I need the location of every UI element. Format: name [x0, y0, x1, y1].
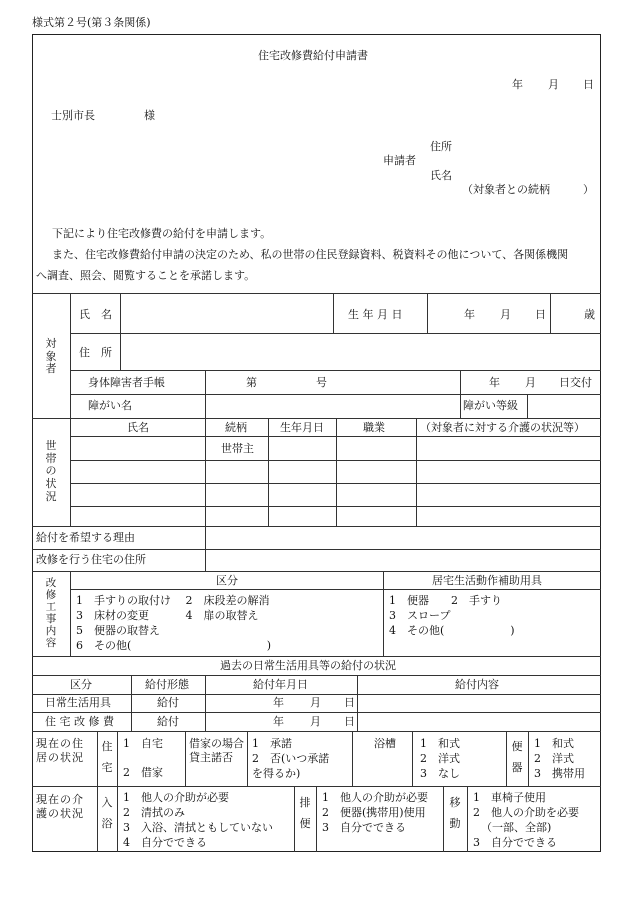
care-excretion-option: 1 他人の介助が必要 — [322, 791, 428, 804]
disability-name-label: 障がい名 — [88, 399, 132, 412]
care-excretion-option: 2 便器(携帯用)使用 — [322, 806, 426, 819]
renovation-aid: 4 その他( ) — [389, 624, 515, 637]
rule — [70, 370, 601, 371]
subject-address-label: 住 所 — [79, 346, 112, 359]
past-row-month: 月 — [310, 696, 321, 709]
past-row-category: 住 宅 改 修 費 — [45, 715, 114, 728]
residence-bath-option: 2 洋式 — [420, 752, 460, 765]
declaration-line1: 下記により住宅改修費の給付を申請します。 — [52, 227, 272, 240]
past-row-day: 日 — [344, 715, 355, 728]
rule — [352, 731, 353, 786]
applicant-name-label: 氏名 — [430, 169, 452, 182]
rule — [205, 675, 206, 731]
household-header-name: 氏名 — [127, 421, 149, 434]
applicant-relation: （対象者との続柄 ） — [462, 183, 594, 196]
renovation-item: 3 床材の変更 4 扉の取替え — [76, 609, 259, 622]
residence-label: 現在の住居の状況 — [36, 737, 84, 764]
renovation-item: 1 手すりの取付け 2 床段差の解消 — [76, 594, 270, 607]
care-bathing-label: 入浴 — [101, 796, 113, 830]
residence-landlord-option: を得るか) — [252, 767, 301, 780]
house-address-label: 改修を行う住宅の住所 — [36, 553, 146, 566]
care-mobility-option: （一部、全部) — [481, 821, 552, 834]
past-row-category: 日常生活用具 — [45, 696, 111, 709]
rule — [32, 675, 601, 676]
renovation-aid: 1 便器 2 手すり — [389, 594, 502, 607]
applicant-address-label: 住所 — [430, 140, 452, 153]
rule — [550, 293, 551, 333]
subject-birth-day: 日 — [535, 308, 546, 321]
rule — [205, 418, 206, 526]
declaration-line2: また、住宅改修費給付申請の決定のため、私の世帯の住民登録資料、税資料その他について、各関係機関 — [52, 248, 569, 261]
renovation-aids-header: 居宅生活動作補助用具 — [432, 574, 542, 587]
past-row-year: 年 — [273, 696, 284, 709]
date-day: 日 — [583, 78, 594, 91]
rule — [294, 786, 295, 852]
household-header-birth: 生年月日 — [280, 421, 324, 434]
residence-bath-option: 1 和式 — [420, 737, 460, 750]
issue-month: 月 — [525, 376, 536, 389]
care-bathing-option: 4 自分でできる — [123, 836, 207, 849]
household-section-label: 世帯の状況 — [45, 439, 57, 503]
date-year: 年 — [512, 78, 523, 91]
residence-landlord-option: 1 承諾 — [252, 737, 292, 750]
rule — [32, 656, 601, 657]
rule — [467, 786, 468, 852]
rule — [416, 418, 417, 526]
residence-toilet-option: 1 和式 — [534, 737, 574, 750]
past-header-date: 給付年月日 — [253, 678, 308, 691]
rule — [70, 460, 601, 461]
rule — [32, 418, 601, 419]
past-header-content: 給付内容 — [455, 678, 499, 691]
residence-landlord-option: 2 否(いつ承諾 — [252, 752, 330, 765]
care-excretion-option: 3 自分でできる — [322, 821, 406, 834]
rule — [70, 333, 601, 334]
rule — [32, 549, 601, 550]
care-bathing-option: 1 他人の介助が必要 — [123, 791, 229, 804]
residence-toilet-option: 2 洋式 — [534, 752, 574, 765]
past-row-form: 給付 — [157, 715, 179, 728]
household-header-relation: 続柄 — [225, 421, 247, 434]
rule — [32, 694, 601, 695]
disability-grade-label: 障がい等級 — [463, 399, 518, 412]
handbook-no-prefix: 第 — [246, 376, 257, 389]
subject-name-label: 氏 名 — [79, 308, 112, 321]
rule — [70, 418, 71, 526]
handbook-label: 身体障害者手帳 — [88, 376, 165, 389]
renovation-item: 5 便器の取替え — [76, 624, 160, 637]
declaration-line3: へ調査、照会、閲覧することを承諾します。 — [36, 269, 256, 282]
rule — [70, 436, 601, 437]
residence-house-label: 住宅 — [101, 740, 113, 774]
rule — [70, 571, 71, 656]
rule — [117, 731, 118, 786]
rule — [247, 731, 248, 786]
residence-toilet-label: 便器 — [511, 740, 523, 774]
form-frame — [32, 34, 601, 852]
residence-bath-label: 浴槽 — [374, 737, 396, 750]
subject-birth-year: 年 — [464, 308, 475, 321]
rule — [412, 731, 413, 786]
renovation-aid: 3 スロープ — [389, 609, 451, 622]
form-number: 様式第２号(第３条関係) — [32, 16, 151, 29]
rule — [32, 293, 601, 294]
residence-toilet-option: 3 携帯用 — [534, 767, 585, 780]
rule — [506, 731, 507, 786]
past-row-year: 年 — [273, 715, 284, 728]
rule — [131, 675, 132, 731]
rule — [70, 589, 601, 590]
rule — [97, 731, 98, 786]
applicant-label: 申請者 — [383, 154, 416, 167]
care-mobility-option: 2 他人の介助を必要 — [473, 806, 579, 819]
renovation-category-header: 区分 — [216, 574, 238, 587]
past-row-form: 給付 — [157, 696, 179, 709]
care-mobility-label: 移動 — [449, 796, 461, 830]
care-bathing-option: 3 入浴、清拭ともしていない — [123, 821, 273, 834]
past-row-month: 月 — [310, 715, 321, 728]
residence-house-option: 1 自宅 — [123, 737, 163, 750]
rule — [333, 293, 334, 333]
addressee-sama: 様 — [144, 109, 155, 122]
issue-year: 年 — [489, 376, 500, 389]
care-label: 現在の介護の状況 — [36, 793, 84, 820]
household-head-label: 世帯主 — [221, 442, 254, 455]
past-header-form: 給付形態 — [145, 678, 189, 691]
rule — [383, 571, 384, 656]
rule — [32, 712, 601, 713]
rule — [528, 731, 529, 786]
renovation-item: 6 その他( ) — [76, 639, 272, 652]
rule — [32, 526, 601, 527]
care-mobility-option: 3 自分でできる — [473, 836, 557, 849]
rule — [268, 418, 269, 526]
subject-section-label: 対象者 — [45, 337, 57, 376]
handbook-no-suffix: 号 — [316, 376, 327, 389]
care-mobility-option: 1 車椅子使用 — [473, 791, 546, 804]
rule — [427, 293, 428, 333]
subject-birth-label: 生 年 月 日 — [348, 308, 403, 321]
reason-label: 給付を希望する理由 — [36, 531, 135, 544]
rule — [205, 370, 206, 418]
rule — [97, 786, 98, 852]
past-row-day: 日 — [344, 696, 355, 709]
subject-age-label: 歳 — [584, 308, 595, 321]
rule — [316, 786, 317, 852]
issue-suffix: 日交付 — [559, 376, 592, 389]
rule — [185, 731, 186, 786]
page-title: 住宅改修費給付申請書 — [258, 49, 368, 62]
rule — [70, 394, 601, 395]
residence-house-option: 2 借家 — [123, 766, 163, 779]
rule — [117, 786, 118, 852]
rule — [527, 394, 528, 418]
care-bathing-option: 2 清拭のみ — [123, 806, 185, 819]
rule — [120, 293, 121, 370]
renovation-section-label: 改修工事内容 — [45, 577, 57, 650]
subject-birth-month: 月 — [500, 308, 511, 321]
rule — [70, 506, 601, 507]
date-month: 月 — [548, 78, 559, 91]
rule — [336, 418, 337, 526]
rule — [32, 571, 601, 572]
rule — [70, 483, 601, 484]
care-excretion-label: 排便 — [299, 796, 311, 830]
addressee-mayor: 士別市長 — [51, 109, 95, 122]
residence-bath-option: 3 なし — [420, 767, 460, 780]
household-header-care: （対象者に対する介護の状況等） — [420, 421, 585, 434]
household-header-job: 職業 — [363, 421, 385, 434]
rule — [443, 786, 444, 852]
residence-landlord-label: 借家の場合貸主諾否 — [189, 737, 244, 764]
rule — [460, 370, 461, 418]
rule — [357, 675, 358, 731]
rule — [70, 293, 71, 418]
past-title: 過去の日常生活用具等の給付の状況 — [220, 659, 396, 672]
past-header-category: 区分 — [70, 678, 92, 691]
